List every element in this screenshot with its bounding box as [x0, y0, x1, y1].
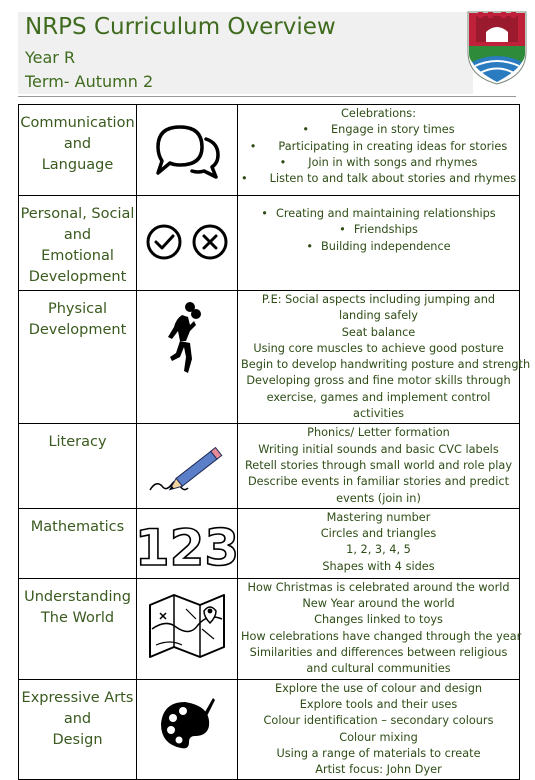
icon-cell [137, 291, 238, 424]
speech-bubbles-icon [152, 121, 222, 183]
basketball-player-icon [162, 301, 212, 381]
page-title: NRPS Curriculum Overview [25, 14, 336, 40]
icon-cell [134, 508, 240, 578]
table-row [19, 424, 520, 508]
table-row [19, 105, 520, 196]
numbers-123-icon [134, 517, 240, 577]
area-name-cell: Communication and Language [19, 105, 137, 196]
area-name-cell: Literacy [19, 424, 137, 508]
table-row [19, 196, 520, 291]
content-cell: Explore the use of colour and design Explore tools and their uses Colour identification – secondary colours Colour mixing Using a range of materials to create Artist focus: John Dyer [238, 679, 520, 780]
check-and-cross-icon [144, 222, 230, 262]
icon-cell [137, 424, 238, 508]
castle-crest-icon [466, 6, 528, 86]
content-cell: P.E: Social aspects including jumping and landing safely Seat balance Using core muscles to achieve good posture Begin to develop handwriting posture and strength Developing gross and fine motor skills through exercise, games and implement control activities [238, 291, 520, 424]
content-cell: • Creating and maintaining relationships • Friendships • Building independence [238, 196, 520, 291]
paint-palette-icon [157, 692, 217, 754]
table-row [19, 291, 520, 424]
icon-cell [137, 578, 238, 679]
icon-cell [137, 105, 238, 196]
icon-cell [137, 679, 238, 780]
content-cell: Mastering number Circles and triangles 1, 2, 3, 4, 5 Shapes with 4 sides [238, 508, 520, 578]
content-cell: How Christmas is celebrated around the world New Year around the world Changes linked to toys How celebrations have changed through the year Similarities and differences between religious and cultural communities [238, 578, 520, 679]
margin-mark [519, 556, 520, 568]
table-row [19, 578, 520, 679]
year-label: Year R [25, 48, 76, 67]
term-label: Term- Autumn 2 [25, 72, 154, 91]
content-cell: Phonics/ Letter formation Writing initial sounds and basic CVC labels Retell stories through small world and role play Describe events in familiar stories and predict events (join in) [238, 424, 520, 508]
area-name-cell: Understanding The World [19, 578, 137, 679]
content-cell: Celebrations: • Engage in story times • Participating in creating ideas for stories • Join in with songs and rhymes • Listen to and talk about stories and rhymes [238, 105, 520, 196]
table-row [19, 679, 520, 780]
table-row [19, 508, 520, 578]
svg-text:123: 123 [134, 518, 240, 577]
header-divider [18, 96, 516, 97]
area-name-cell: Personal, Social and Emotional Development [19, 196, 137, 291]
area-name-cell: Physical Development [19, 291, 137, 424]
curriculum-table [18, 104, 531, 780]
folded-map-icon [146, 589, 228, 663]
area-name-cell: Mathematics [19, 508, 137, 578]
area-name-cell: Expressive Arts and Design [19, 679, 137, 780]
icon-cell [137, 196, 238, 291]
pencil-writing-icon [144, 432, 230, 498]
